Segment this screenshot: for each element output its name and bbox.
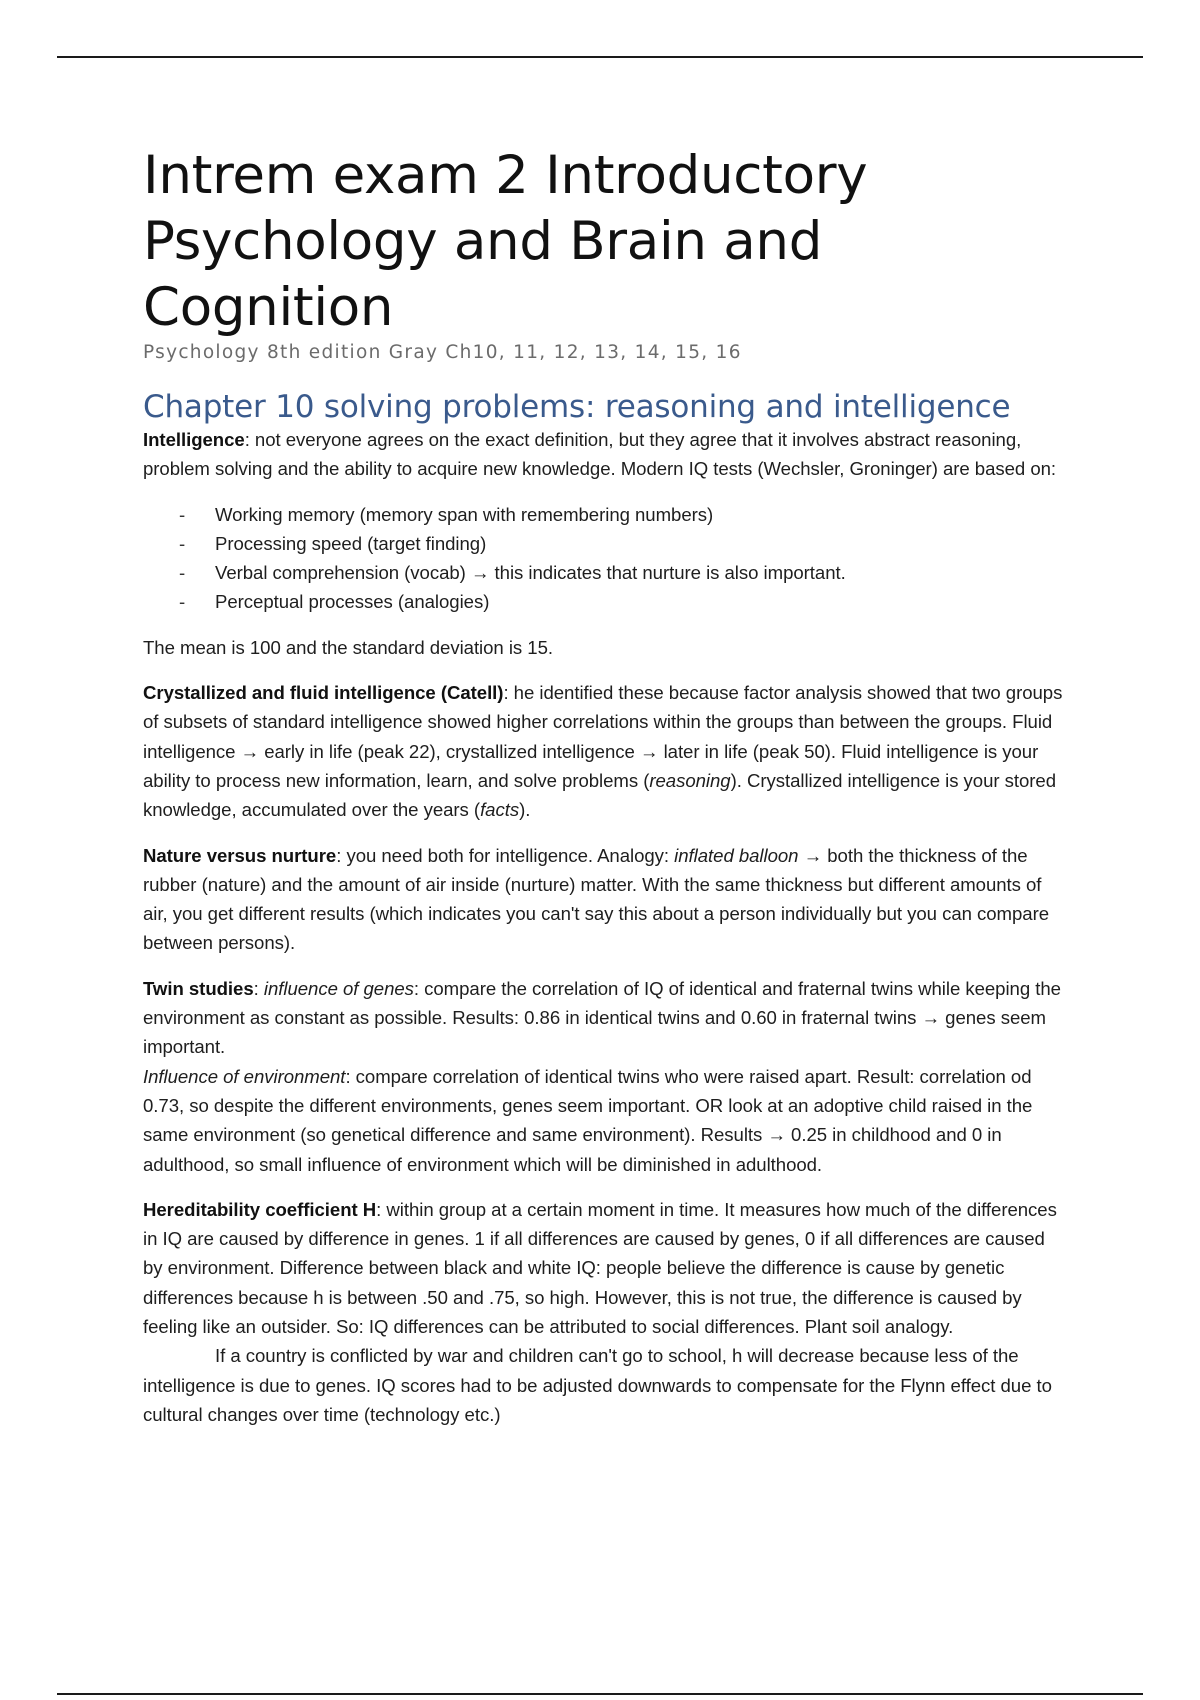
hereditability-text: : within group at a certain moment in time. It measures how much of the differences in IQ are caused by difference in genes. 1 if all differences are caused by genes, 0 if all differences are caused by environment. Difference between black and white IQ: people believe the difference is cause by genetic differences because h is between .50 and .75, so high. However, this is not true, the difference is caused by feeling like an outsider. So: IQ differences can be attributed to social differences. Plant soil analogy. <box>143 1198 1057 1338</box>
crystallized-text: ). Crystallized intelligence is your stored knowledge, accumulated over the years ( <box>143 769 1057 821</box>
twin-text: : compare the correlation of IQ of identical and fraternal twins while keeping the environment as constant as possible. Results: 0.86 in identical twins and 0.60 in fraternal twins → genes seem important. <box>143 977 1061 1058</box>
document-body <box>143 143 1063 1445</box>
document-title: Intrem exam 2 Introductory Psychology and Brain and Cognition <box>143 145 868 338</box>
term-crystallized: Crystallized and fluid intelligence (Catell) <box>143 682 504 704</box>
environment-text: : compare correlation of identical twins who were raised apart. Result: correlation od 0.73, so despite the different environments, genes seem important. OR look at an adoptive child raised in the same environment (so genetical difference and same environment). Results → 0.25 in childhood and 0 in adulthood, so small influence of environment which will be diminished in adulthood. <box>143 1065 1033 1175</box>
header-rule <box>57 56 1143 58</box>
paragraph-mean: The mean is 100 and the standard deviation is 15. <box>143 636 553 658</box>
paragraph-twin-studies <box>143 974 1063 1062</box>
paragraph-environment <box>143 1062 1063 1179</box>
list-item: - Perceptual processes (analogies) <box>215 587 1063 616</box>
nature-text: : you need both for intelligence. Analogy: <box>336 844 675 866</box>
term-twin-studies: Twin studies <box>143 977 254 999</box>
list-item: - Processing speed (target finding) <box>215 529 1063 558</box>
twin-text: : <box>253 977 264 999</box>
italic-reasoning: reasoning <box>649 769 731 791</box>
term-nature-nurture: Nature versus nurture <box>143 844 337 866</box>
paragraph-intelligence <box>143 425 1063 484</box>
paragraph-nature-nurture <box>143 841 1063 958</box>
list-item: - Verbal comprehension (vocab) → this indicates that nurture is also important. <box>215 558 1063 587</box>
intelligence-text: : not everyone agrees on the exact definition, but they agree that it involves abstract reasoning, problem solving and the ability to acquire new knowledge. Modern IQ tests (Wechsler, Groninger) are based on: <box>143 429 1057 480</box>
italic-facts: facts <box>480 799 520 821</box>
paragraph-hereditability <box>143 1195 1063 1341</box>
list-item: - Working memory (memory span with remembering numbers) <box>215 500 1063 529</box>
italic-environment: Influence of environment <box>143 1065 346 1087</box>
term-intelligence: Intelligence <box>143 429 245 450</box>
crystallized-text: ). <box>519 799 531 821</box>
iq-components-list <box>143 500 1063 617</box>
document-subtitle: Psychology 8th edition Gray Ch10, 11, 12, 13, 14, 15, 16 <box>143 342 742 363</box>
italic-balloon: inflated balloon <box>674 844 799 866</box>
crystallized-text: : he identified these because factor analysis showed that two groups of subsets of standard intelligence showed higher correlations within the groups than between the groups. Fluid intelligence → early in life (peak 22), crystallized intelligence → later in life (peak 50). Fluid intelligence is your ability to process new information, learn, and solve problems ( <box>143 682 1063 791</box>
flynn-text: If a country is conflicted by war and children can't go to school, h will decrease because less of the intelligence is due to genes. IQ scores had to be adjusted downwards to compensate for the Flynn effect due to cultural changes over time (technology etc.) <box>143 1345 1052 1425</box>
paragraph-flynn <box>143 1341 1063 1429</box>
italic-genes: influence of genes <box>263 977 414 999</box>
chapter-heading: Chapter 10 solving problems: reasoning and intelligence <box>143 389 1011 425</box>
paragraph-crystallized <box>143 678 1063 824</box>
footer-rule <box>57 1693 1143 1695</box>
nature-text: → both the thickness of the rubber (nature) and the amount of air inside (nurture) matter. With the same thickness but different amounts of air, you get different results (which indicates you can't say this about a person individually but you can compare between persons). <box>143 844 1050 954</box>
term-hereditability: Hereditability coefficient H <box>143 1198 377 1220</box>
